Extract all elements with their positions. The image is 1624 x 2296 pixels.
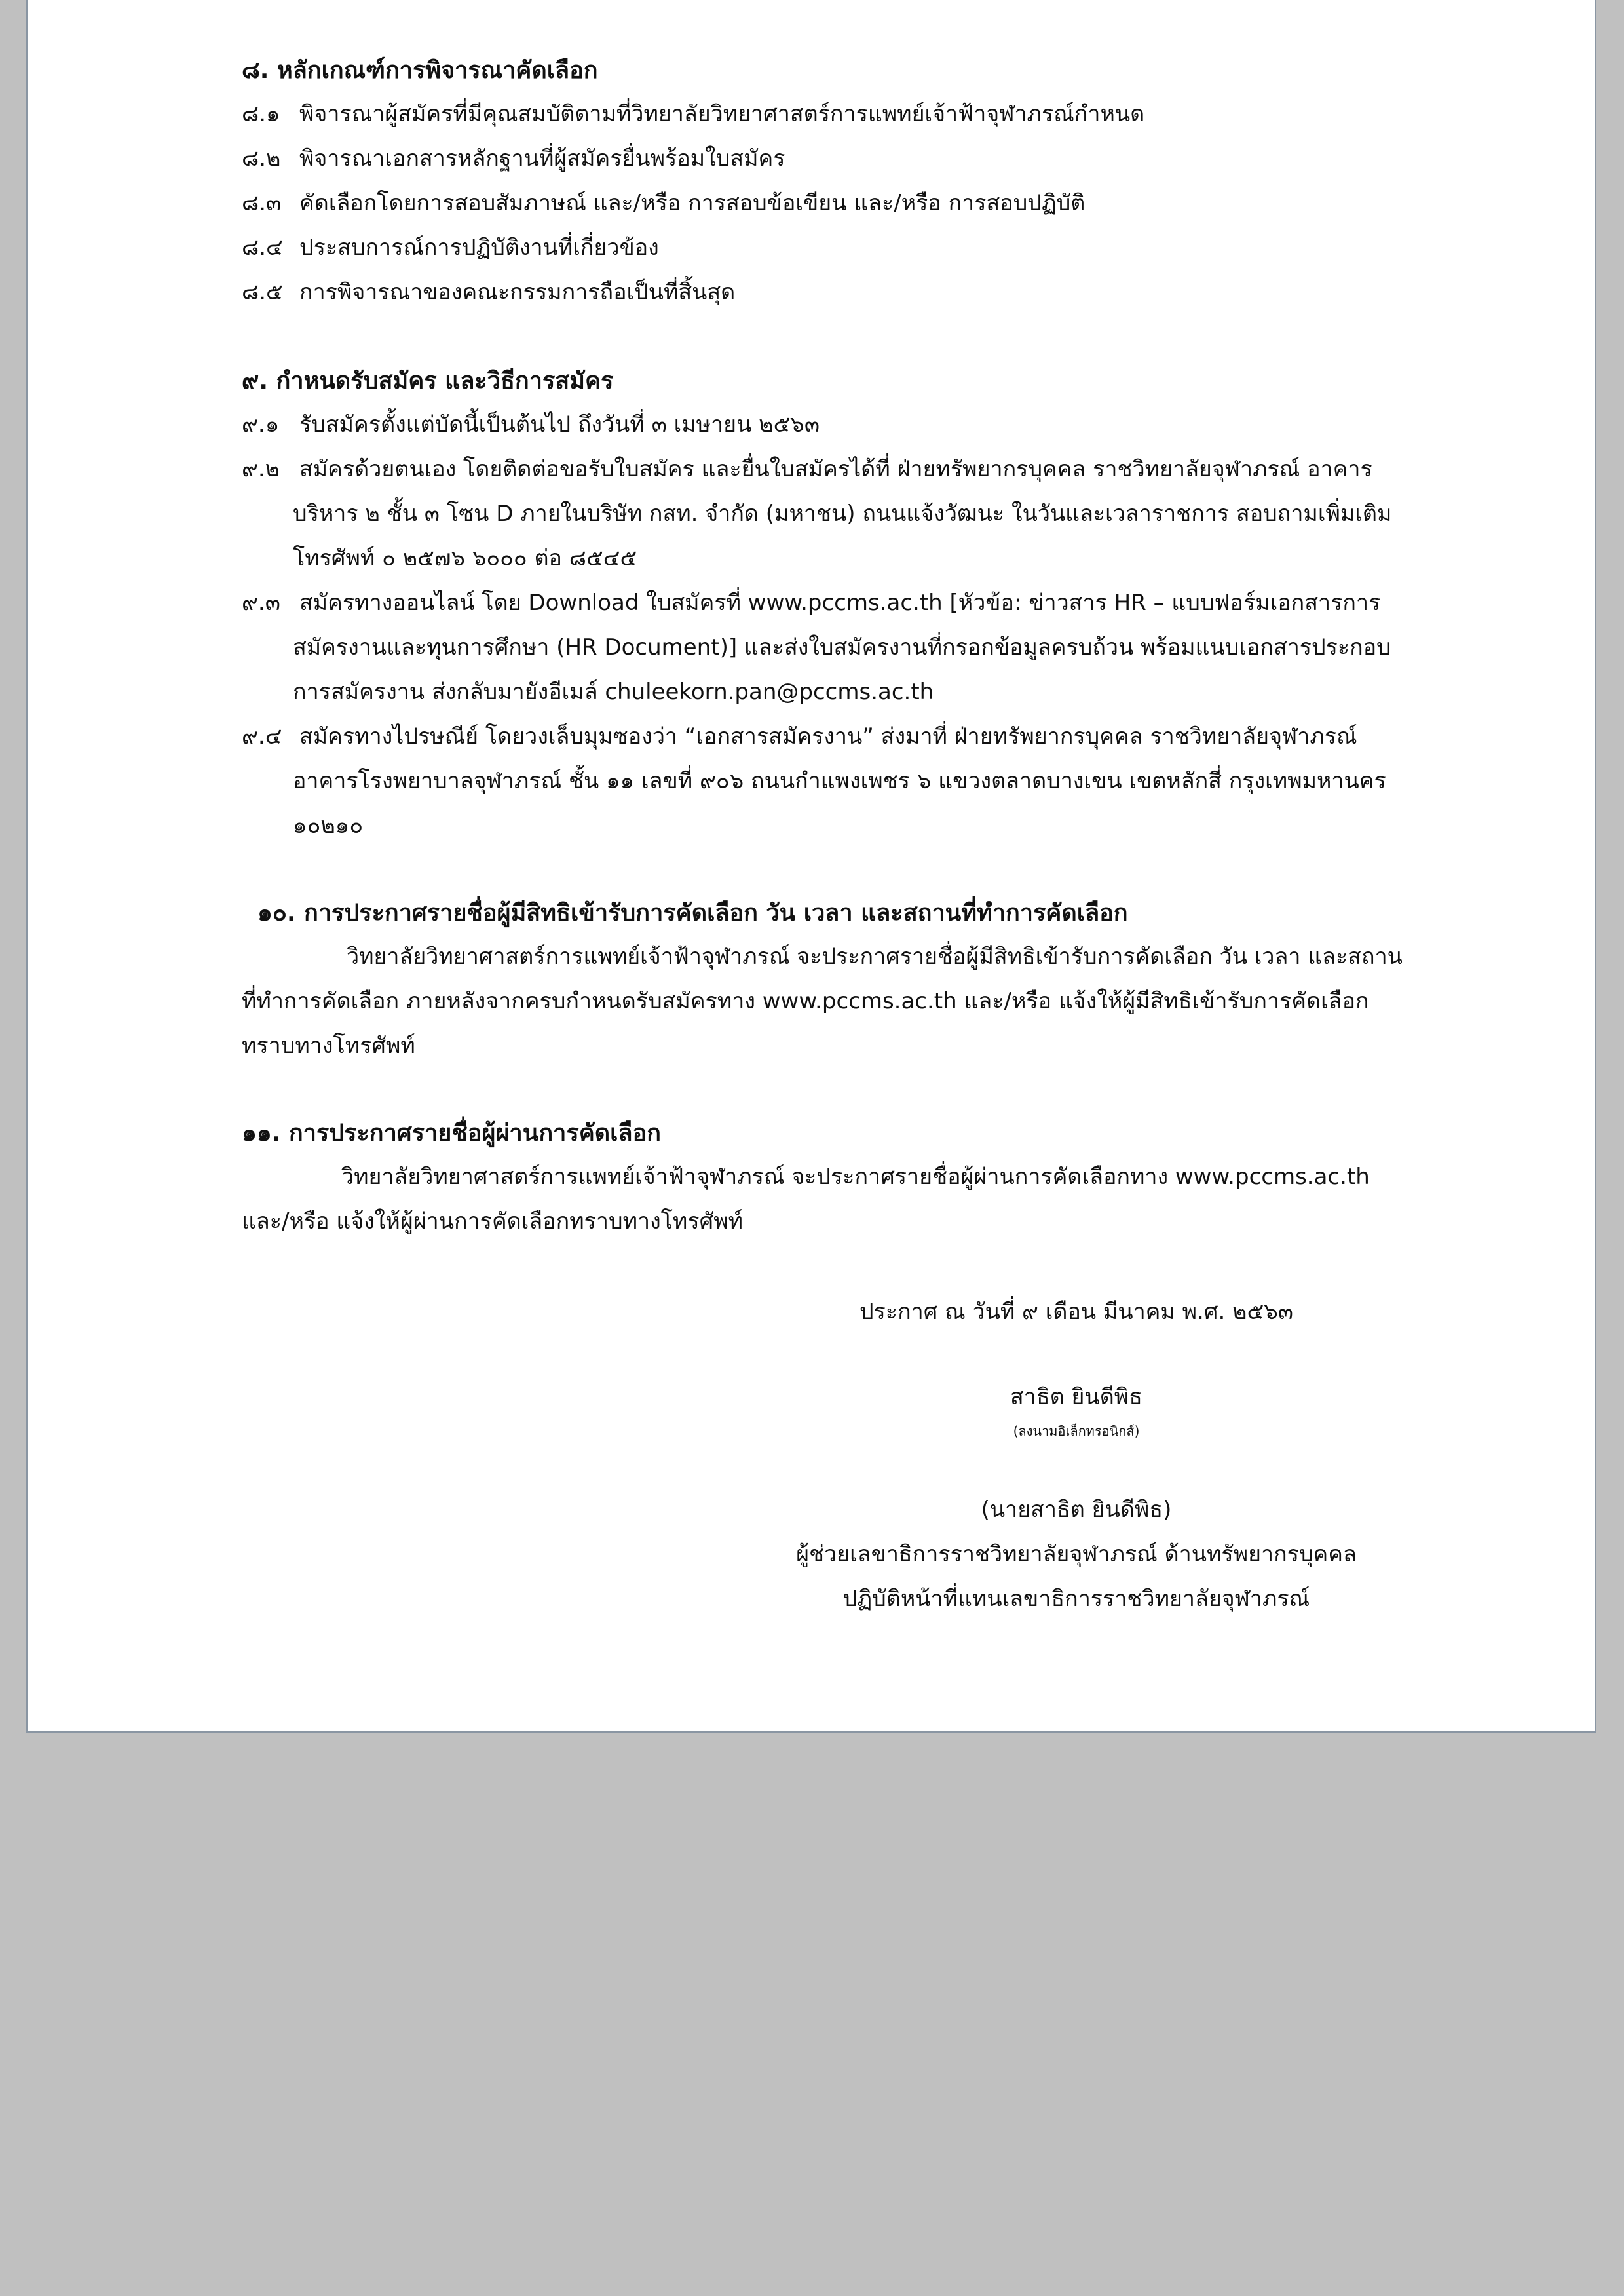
paragraph-line: ที่ทำการคัดเลือก ภายหลังจากครบกำหนดรับสมัครทาง www.pccms.ac.th และ/หรือ แจ้งให้ผู้มีสิทธิเข้ารับการคัดเลือก — [242, 988, 1369, 1014]
signer-position: ผู้ช่วยเลขาธิการราชวิทยาลัยจุฬาภรณ์ ด้านทรัพยากรบุคคล — [796, 1541, 1357, 1567]
list-item-continuation: สมัครงานและทุนการศึกษา (HR Document)] และส่งใบสมัครงานที่กรอกข้อมูลครบถ้วน พร้อมแนบเอกสารประกอบ — [293, 634, 1391, 660]
section-9-title: ๙. กำหนดรับสมัคร และวิธีการสมัคร — [242, 368, 614, 394]
list-item: ๙.๒ สมัครด้วยตนเอง โดยติดต่อขอรับใบสมัคร และยื่นใบสมัครได้ที่ ฝ่ายทรัพยากรบุคคล ราชวิทยาลัยจุฬาภรณ์ อาคาร — [242, 456, 1372, 482]
electronic-signature-note: (ลงนามอิเล็กทรอนิกส์) — [1013, 1423, 1140, 1439]
document-page — [26, 0, 1596, 1733]
section-11-title: ๑๑. การประกาศรายชื่อผู้ผ่านการคัดเลือก — [242, 1120, 661, 1147]
list-item-continuation: โทรศัพท์ ๐ ๒๕๗๖ ๖๐๐๐ ต่อ ๘๕๔๕ — [293, 545, 637, 571]
paragraph-line: ทราบทางโทรศัพท์ — [242, 1033, 415, 1059]
list-item-continuation: การสมัครงาน ส่งกลับมายังอีเมล์ chuleekorn.pan@pccms.ac.th — [293, 679, 934, 705]
list-item: ๘.๑ พิจารณาผู้สมัครที่มีคุณสมบัติตามที่วิทยาลัยวิทยาศาสตร์การแพทย์เจ้าฟ้าจุฬาภรณ์กำหนด — [242, 101, 1145, 127]
signer-full-name: (นายสาธิต ยินดีพิธ) — [981, 1497, 1172, 1523]
announcement-date: ประกาศ ณ วันที่ ๙ เดือน มีนาคม พ.ศ. ๒๕๖๓ — [859, 1299, 1294, 1325]
paragraph-line: และ/หรือ แจ้งให้ผู้ผ่านการคัดเลือกทราบทางโทรศัพท์ — [242, 1208, 744, 1234]
signer-position-acting: ปฏิบัติหน้าที่แทนเลขาธิการราชวิทยาลัยจุฬาภรณ์ — [842, 1586, 1310, 1612]
list-item-continuation: บริหาร ๒ ชั้น ๓ โซน D ภายในบริษัท กสท. จำกัด (มหาชน) ถนนแจ้งวัฒนะ ในวันและเวลาราชการ สอบถามเพิ่มเติม — [293, 501, 1392, 527]
list-item: ๙.๓ สมัครทางออนไลน์ โดย Download ใบสมัครที่ www.pccms.ac.th [หัวข้อ: ข่าวสาร HR – แบบฟอร์มเอกสารการ — [242, 590, 1381, 616]
section-10-title: ๑๐. การประกาศรายชื่อผู้มีสิทธิเข้ารับการคัดเลือก วัน เวลา และสถานที่ทำการคัดเลือก — [257, 900, 1128, 927]
list-item: ๘.๓ คัดเลือกโดยการสอบสัมภาษณ์ และ/หรือ การสอบข้อเขียน และ/หรือ การสอบปฏิบัติ — [242, 190, 1086, 216]
list-item: ๘.๔ ประสบการณ์การปฏิบัติงานที่เกี่ยวข้อง — [242, 235, 659, 261]
list-item: ๙.๑ รับสมัครตั้งแต่บัดนี้เป็นต้นไป ถึงวันที่ ๓ เมษายน ๒๕๖๓ — [242, 411, 820, 438]
paragraph-line: วิทยาลัยวิทยาศาสตร์การแพทย์เจ้าฟ้าจุฬาภรณ์ จะประกาศรายชื่อผู้ผ่านการคัดเลือกทาง www.pccms.ac.th — [341, 1164, 1370, 1190]
paragraph-line: วิทยาลัยวิทยาศาสตร์การแพทย์เจ้าฟ้าจุฬาภรณ์ จะประกาศรายชื่อผู้มีสิทธิเข้ารับการคัดเลือก วัน เวลา และสถาน — [347, 944, 1403, 970]
list-item-continuation: ๑๐๒๑๐ — [293, 813, 364, 839]
list-item: ๙.๔ สมัครทางไปรษณีย์ โดยวงเล็บมุมซองว่า “เอกสารสมัครงาน” ส่งมาที่ ฝ่ายทรัพยากรบุคคล ราชวิทยาลัยจุฬาภรณ์ — [242, 723, 1357, 750]
section-8-title: ๘. หลักเกณฑ์การพิจารณาคัดเลือก — [242, 57, 598, 84]
signer-name: สาธิต ยินดีพิธ — [1010, 1384, 1142, 1410]
list-item: ๘.๕ การพิจารณาของคณะกรรมการถือเป็นที่สิ้นสุด — [242, 279, 736, 305]
list-item-continuation: อาคารโรงพยาบาลจุฬาภรณ์ ชั้น ๑๑ เลขที่ ๙๐๖ ถนนกำแพงเพชร ๖ แขวงตลาดบางเขน เขตหลักสี่ กรุงเทพมหานคร — [293, 768, 1386, 794]
list-item: ๘.๒ พิจารณาเอกสารหลักฐานที่ผู้สมัครยื่นพร้อมใบสมัคร — [242, 145, 785, 172]
